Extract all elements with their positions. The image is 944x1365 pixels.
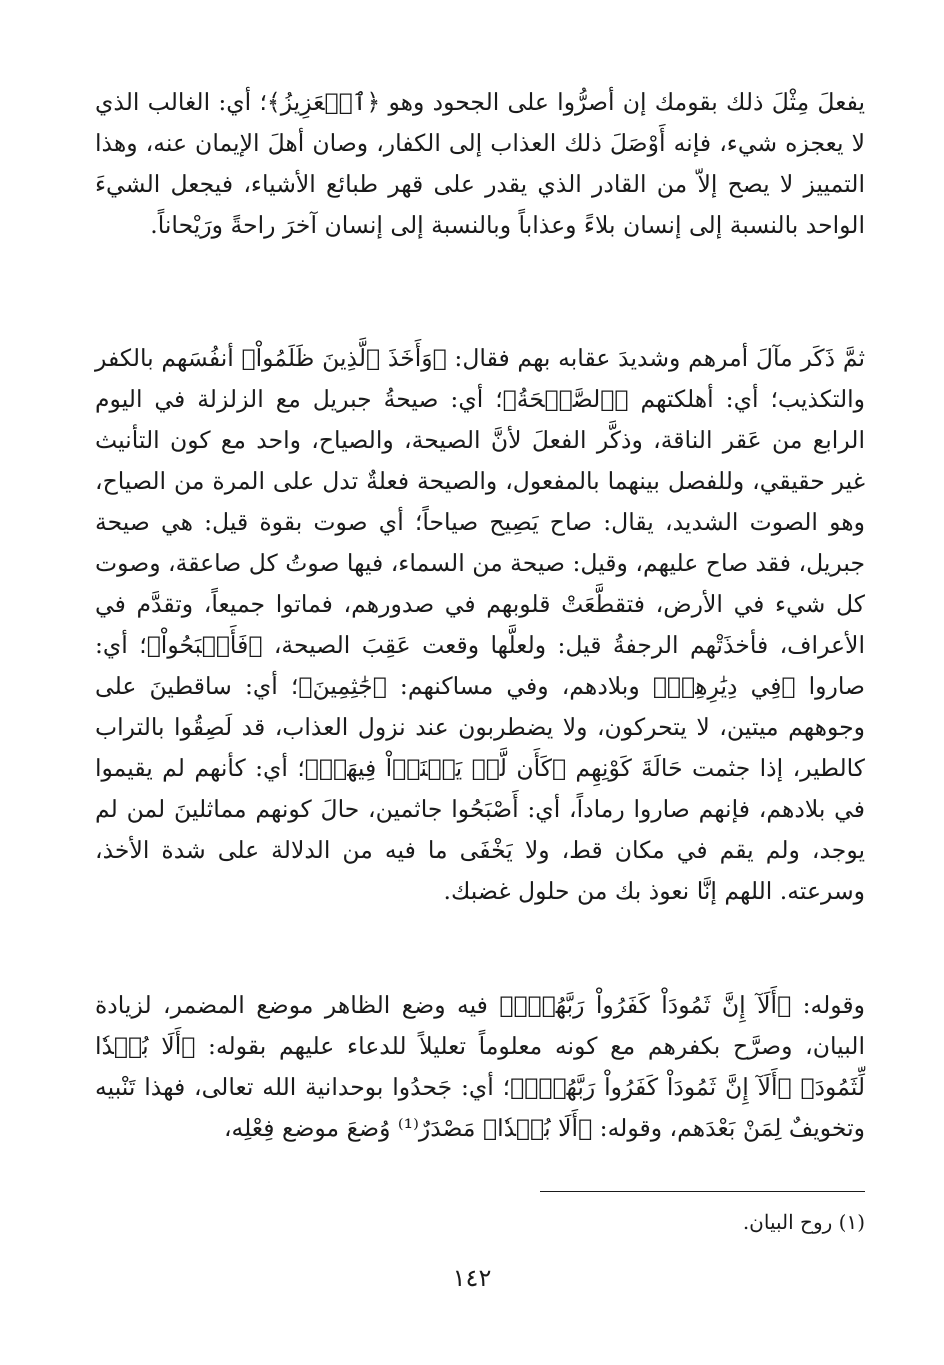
paragraph-1: يفعلَ مِثْلَ ذلك بقومك إن أصرُّوا على الجحود وهو ﴿ٱلۡعَزِيزُ﴾؛ أي: الغالب الذي لا يعجزه شيء، فإنه أَوْصَلَ ذلك العذاب إلى الكفار، وصان أهلَ الإيمان عنه، وهذا التمييز لا يصح إلاّ من القادر الذي يقدر على قهر طبائع الأشياء، فيجعل الشيءَ الواحد بالنسبة إلى إنسان بلاءً وعذاباً وبالنسبة إلى إنسان آخرَ راحةً ورَيْحاناً. bbox=[95, 88, 865, 239]
page-number: ١٤٢ bbox=[452, 1264, 492, 1292]
footnote: (١) روح البيان. bbox=[742, 1210, 865, 1234]
paragraph-2: ثمَّ ذَكَر مآلَ أمرهم وشديدَ عقابه بهم فقال: ﴿وَأَخَذَ ٱلَّذِينَ ظَلَمُواْ﴾ أنفُسَهم بالكفر والتكذيب؛ أي: أهلكتهم ﴿ٱلصَّيۡحَةُ﴾؛ أي: صيحةُ جبريل مع الزلزلة في اليوم الرابع من عَقر الناقة، وذكَّر الفعلَ لأنَّ الصيحة، والصياح، واحد مع كون التأنيث غير حقيقي، وللفصل بينهما بالمفعول، والصيحة فعلةٌ تدل على المرة من الصياح، وهو الصوت الشديد، يقال: صاح يَصِيح صياحاً؛ أي صوت بقوة قيل: هي صيحة جبريل، فقد صاح عليهم، وقيل: صيحة من السماء، فيها صوتُ كل صاعقة، وصوت كل شيء في الأرض، فتقطَّعَتْ قلوبهم في صدورهم، فماتوا جميعاً، وتقدَّم في الأعراف، فأخذَتْهم الرجفةُ قيل: ولعلَّها وقعت عَقِبَ الصيحة، ﴿فَأَصۡبَحُواْ﴾؛ أي: صاروا ﴿فِي دِيَٰرِهِمۡ﴾ وبلادهم، وفي مساكنهم: ﴿جَٰثِمِينَ﴾؛ أي: ساقطينَ على وجوههم ميتين، لا يتحركون، ولا يضطربون عند نزول العذاب، قد لَصِقُوا بالتراب كالطير، إذا جثمت حَالَةَ كَوْنِهِم ﴿كَأَن لَّمۡ يَغۡنَوۡاْ فِيهَآۗ﴾؛ أي: كأنهم لم يقيموا في بلادهم، فإنهم صاروا رماداً، أي: أَصْبَحُوا جاثمين، حالَ كونهم مماثلينَ لمن لم يوجد، ولم يقم في مكان قط، ولا يَخْفَى ما فيه من الدلالة على شدة الأخذ، وسرعته. اللهم إنَّا نعوذ بك من حلول غضبك. bbox=[95, 344, 865, 905]
footnote-divider bbox=[540, 1191, 865, 1192]
paragraph-3: وقوله: ﴿أَلَآ إِنَّ ثَمُودَاْ كَفَرُواْ رَبَّهُمۡۗ﴾ فيه وضع الظاهر موضع المضمر، لزيادة البيان، وصرَّح بكفرهم مع كونه معلوماً تعليلاً للدعاء عليهم بقوله: ﴿أَلَا بُعۡدٗا لِّثَمُودَ﴾ ﴿أَلَآ إِنَّ ثَمُودَاْ كَفَرُواْ رَبَّهُمۡۗ﴾؛ أي: جَحدُوا بوحدانية الله تعالى، فهذا تَنْبيه وتخويفٌ لِمَنْ بَعْدَهم، وقوله: ﴿أَلَا بُعۡدٗا﴾ مَصْدَرٌ⁽¹⁾ وُضعَ موضع فِعْلِه، bbox=[95, 991, 865, 1142]
